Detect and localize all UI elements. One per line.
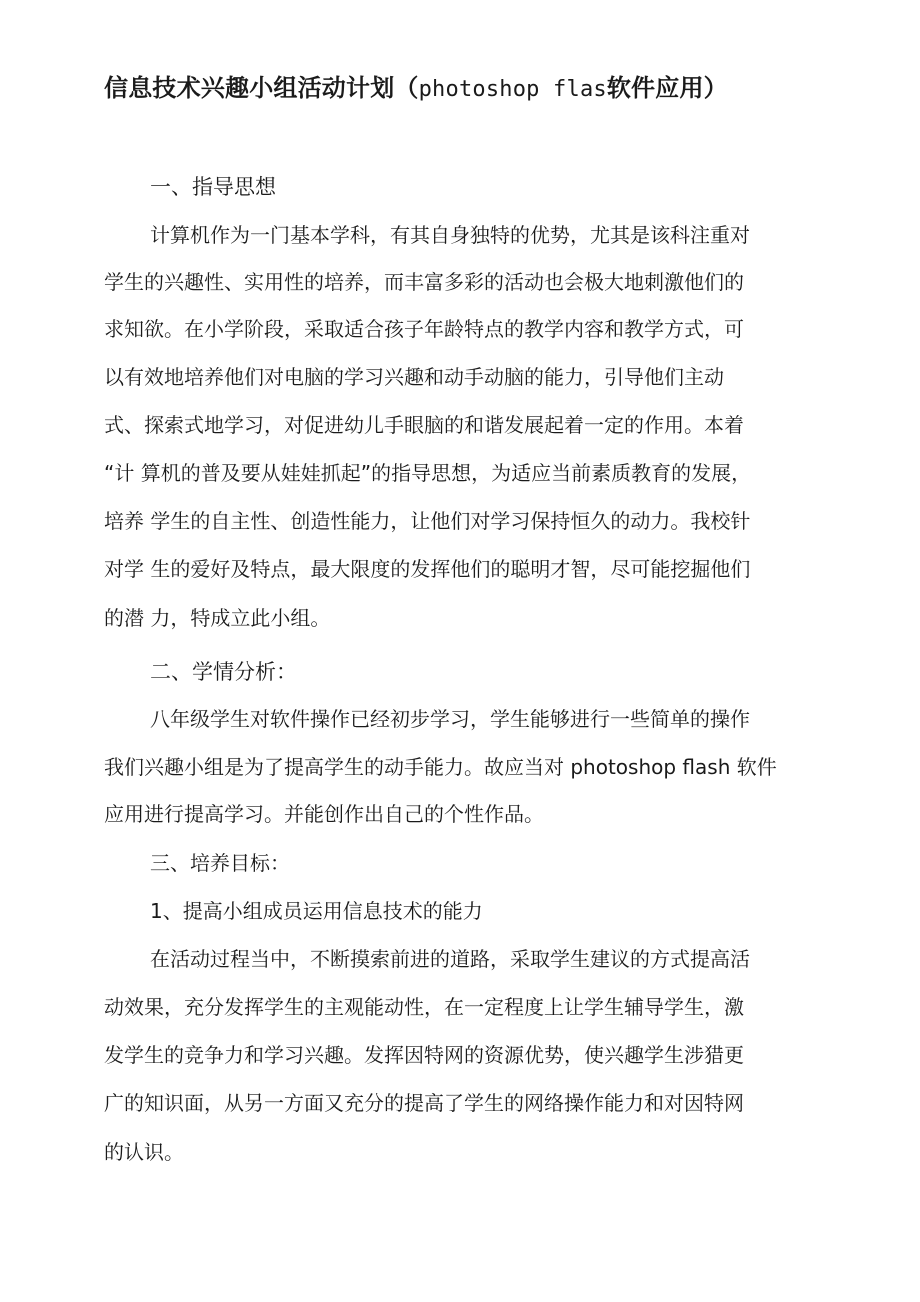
section3-heading: 三、培养目标： bbox=[150, 851, 290, 875]
title-cn: 信息技术兴趣小组活动计划（ bbox=[104, 74, 419, 102]
section3-line-2: 动效果，充分发挥学生的主观能动性，在一定程度上让学生辅导学生，激 bbox=[104, 995, 744, 1019]
section3-line-4: 广的知识面，从另一方面又充分的提高了学生的网络操作能力和对因特网 bbox=[104, 1091, 744, 1115]
section1-line-7: 培养 学生的自主性、创造性能力，让他们对学习保持恒久的动力。我校针 bbox=[104, 509, 751, 533]
title-mono: photoshop flas bbox=[418, 77, 607, 102]
section1-line-1: 计算机作为一门基本学科，有其自身独特的优势，尤其是该科注重对 bbox=[150, 223, 750, 247]
section1-line-2: 学生的兴趣性、实用性的培养，而丰富多彩的活动也会极大地刺激他们的 bbox=[104, 270, 744, 294]
section3-line-5: 的认识。 bbox=[104, 1140, 184, 1164]
section3-line-3: 发学生的竞争力和学习兴趣。发挥因特网的资源优势，使兴趣学生涉猎更 bbox=[104, 1043, 744, 1067]
section1-line-4: 以有效地培养他们对电脑的学习兴趣和动手动脑的能力，引导他们主动 bbox=[104, 365, 724, 389]
section2-line-1: 八年级学生对软件操作已经初步学习，学生能够进行一些简单的操作 bbox=[150, 707, 750, 731]
section3-subheading: 1、提高小组成员运用信息技术的能力 bbox=[150, 899, 483, 923]
section1-line-8: 对学 生的爱好及特点，最大限度的发挥他们的聪明才智，尽可能挖掘他们 bbox=[104, 557, 751, 581]
section3-line-1: 在活动过程当中，不断摸索前进的道路，采取学生建议的方式提高活 bbox=[150, 947, 750, 971]
section2-line-2: 我们兴趣小组是为了提高学生的动手能力。故应当对 photoshop flash 软件 bbox=[104, 755, 777, 779]
section1-line-3: 求知欲。在小学阶段，采取适合孩子年龄特点的教学内容和教学方式，可 bbox=[104, 317, 744, 341]
document-title bbox=[104, 68, 864, 110]
section1-line-6: “计 算机的普及要从娃娃抓起”的指导思想，为适应当前素质教育的发展， bbox=[104, 461, 752, 485]
section1-line-5: 式、探索式地学习，对促进幼儿手眼脑的和谐发展起着一定的作用。本着 bbox=[104, 413, 744, 437]
title-tail: 软件应用） bbox=[606, 74, 728, 102]
section1-heading: 一、指导思想 bbox=[150, 175, 276, 199]
section2-line-3: 应用进行提高学习。并能创作出自己的个性作品。 bbox=[104, 802, 544, 826]
section1-line-9: 的潜 力，特成立此小组。 bbox=[104, 606, 331, 630]
section2-heading: 二、学情分析： bbox=[150, 660, 297, 684]
